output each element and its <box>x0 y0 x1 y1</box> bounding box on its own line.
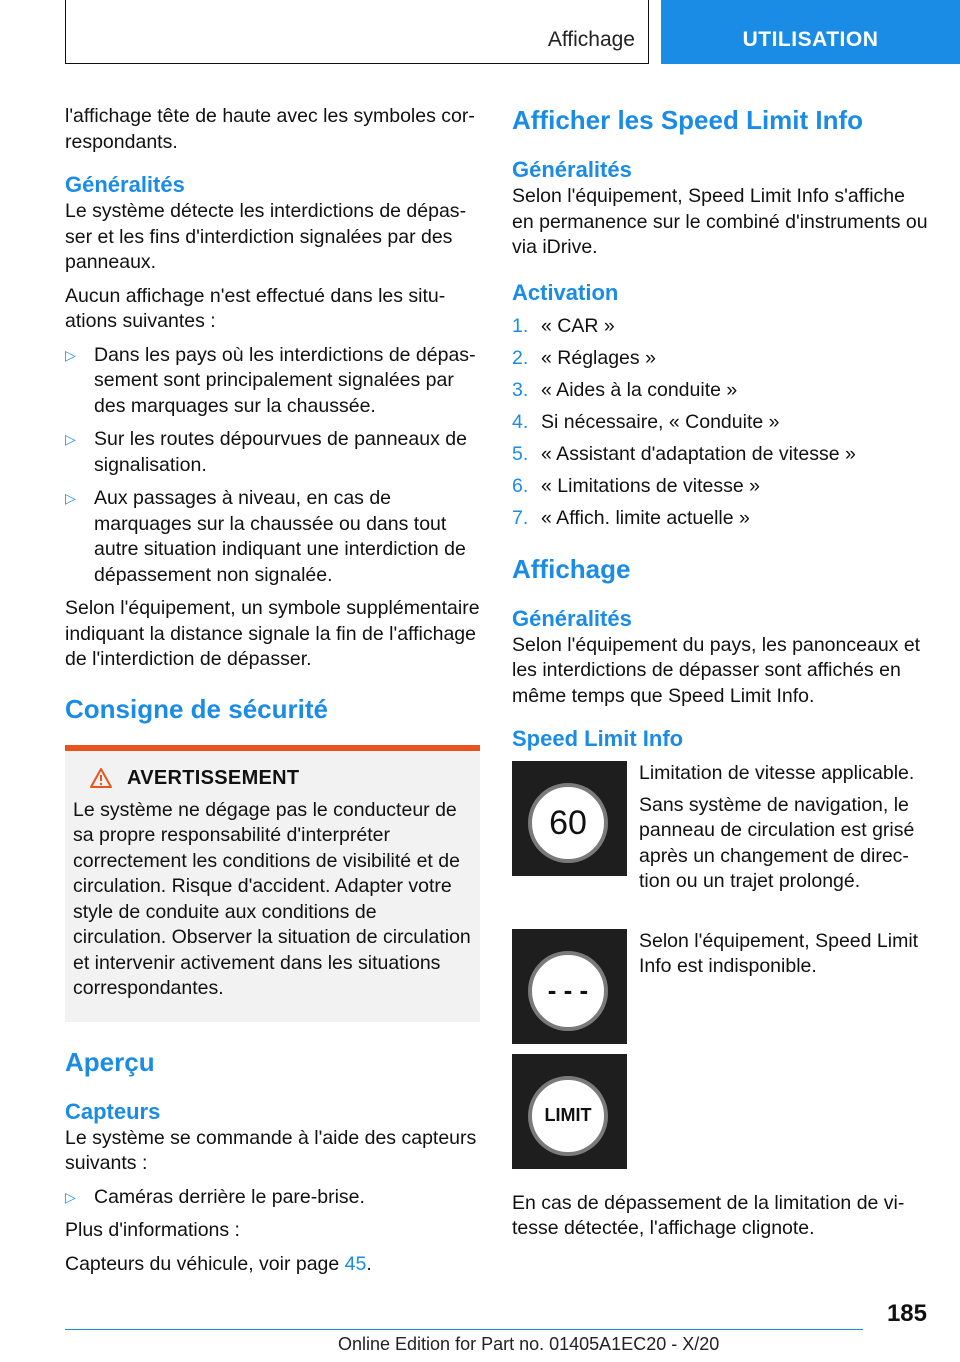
capteurs-reference: Capteurs du véhicule, voir page 45. <box>65 1252 372 1275</box>
footer-divider <box>65 1329 863 1330</box>
sign-description: Selon l'équipement, Speed Limit Info est indisponible. <box>639 929 919 977</box>
list-item: 3. « Aides à la conduite » <box>512 378 738 401</box>
right-column <box>512 104 930 1250</box>
list-item: ▷ Dans les pays où les interdictions de dépassement sont principalement signalées par des marquages sur la chaussée. <box>65 343 476 417</box>
consigne-heading: Consigne de sécurité <box>65 693 328 724</box>
list-item: 2. « Réglages » <box>512 346 656 369</box>
generalites-paragraph: Selon l'équipement, Speed Limit Info s'affiche en permanence sur le combiné d'instruments ou via iDrive. <box>512 185 928 258</box>
list-item: 4. Si nécessaire, « Conduite » <box>512 410 780 433</box>
speed-limit-info-heading: Speed Limit Info <box>512 726 684 751</box>
speed-limit-60-sign <box>512 761 627 876</box>
list-item: 6. « Limitations de vitesse » <box>512 474 760 497</box>
sign-ring: LIMIT <box>528 1076 608 1156</box>
capteurs-heading: Capteurs <box>65 1098 161 1124</box>
header-chapter-tab: UTILISATION <box>661 0 960 64</box>
speed-limit-unavailable-sign <box>512 929 627 1044</box>
apercu-heading: Aperçu <box>65 1046 155 1077</box>
generalites-heading: Généralités <box>65 172 185 197</box>
warning-text: Le système ne dégage pas le conducteur de sa propre responsabilité d'interpréter correctement les conditions de visibilité et de circulation. Risque d'accident. Adapter votre style de conduite aux conditions de circulation. Observer la situation de circulation et intervenir activement dans les situations correspondantes. <box>73 798 471 999</box>
warning-title: AVERTISSEMENT <box>89 767 472 790</box>
generalites-paragraph: Aucun affichage n'est effectué dans les situations suivantes : <box>65 284 446 332</box>
warning-box <box>65 745 480 1022</box>
sign-ring: 60 <box>528 783 608 863</box>
list-item: ▷ Aux passages à niveau, en cas de marquages sur la chaussée ou dans tout autre situation indiquant une interdiction de dépassement non signalée. <box>65 487 466 586</box>
left-column <box>65 104 480 1285</box>
sign-row <box>512 929 930 1044</box>
page-link[interactable]: 45 <box>344 1252 367 1275</box>
list-item: 1. « CAR » <box>512 314 615 337</box>
triangle-bullet-icon: ▷ <box>65 490 76 506</box>
capteurs-paragraph: Plus d'informations : <box>65 1219 240 1241</box>
generalites-paragraph: Le système détecte les interdictions de dépasser et les fins d'interdiction signalées par des panneaux. <box>65 200 467 273</box>
generalites-paragraph: Selon l'équipement, un symbole supplémentaire indiquant la distance signale la fin de l'affichage de l'interdiction de dépasser. <box>65 597 480 670</box>
activation-heading: Activation <box>512 279 619 305</box>
generalites-heading: Généralités <box>512 157 632 182</box>
sign-row <box>512 1054 930 1169</box>
triangle-bullet-icon: ▷ <box>65 1188 76 1205</box>
final-paragraph: En cas de dépassement de la limitation de vitesse détectée, l'affichage clignote. <box>512 1191 905 1239</box>
limit-sign <box>512 1054 627 1169</box>
list-item: ▷ Sur les routes dépourvues de panneaux de signalisation. <box>65 428 467 476</box>
sign-row <box>512 761 930 903</box>
list-item: 5. « Assistant d'adaptation de vitesse » <box>512 442 856 465</box>
capteurs-list <box>65 1185 480 1211</box>
page-number: 185 <box>886 1300 927 1327</box>
sign-ring: - - - <box>528 951 608 1031</box>
warning-triangle-icon <box>89 767 113 789</box>
header-section-title: Affichage <box>547 28 635 51</box>
capteurs-paragraph: Le système se commande à l'aide des capteurs suivants : <box>65 1126 477 1174</box>
triangle-bullet-icon: ▷ <box>65 346 76 363</box>
sign-description: Limitation de vitesse applicable. Sans système de navigation, le panneau de circulation est grisé après un changement de direction ou un trajet prolongé. <box>639 762 915 892</box>
list-item: 7. « Affich. limite actuelle » <box>512 506 750 529</box>
activation-steps <box>512 313 930 531</box>
intro-text: l'affichage tête de haute avec les symboles correspondants. <box>65 105 475 153</box>
footer-edition: Online Edition for Part no. 01405A1EC20 - X/20 <box>338 1334 720 1354</box>
affichage-heading: Affichage <box>512 553 631 584</box>
list-item: ▷ Caméras derrière le pare-brise. <box>65 1185 480 1211</box>
generalites-paragraph: Selon l'équipement du pays, les panonceaux et les interdictions de dépasser sont affichés en même temps que Speed Limit Info. <box>512 633 921 707</box>
generalites-heading: Généralités <box>512 605 632 631</box>
situations-list <box>65 343 480 589</box>
afficher-heading: Afficher les Speed Limit Info <box>512 105 864 135</box>
triangle-bullet-icon: ▷ <box>65 431 76 447</box>
